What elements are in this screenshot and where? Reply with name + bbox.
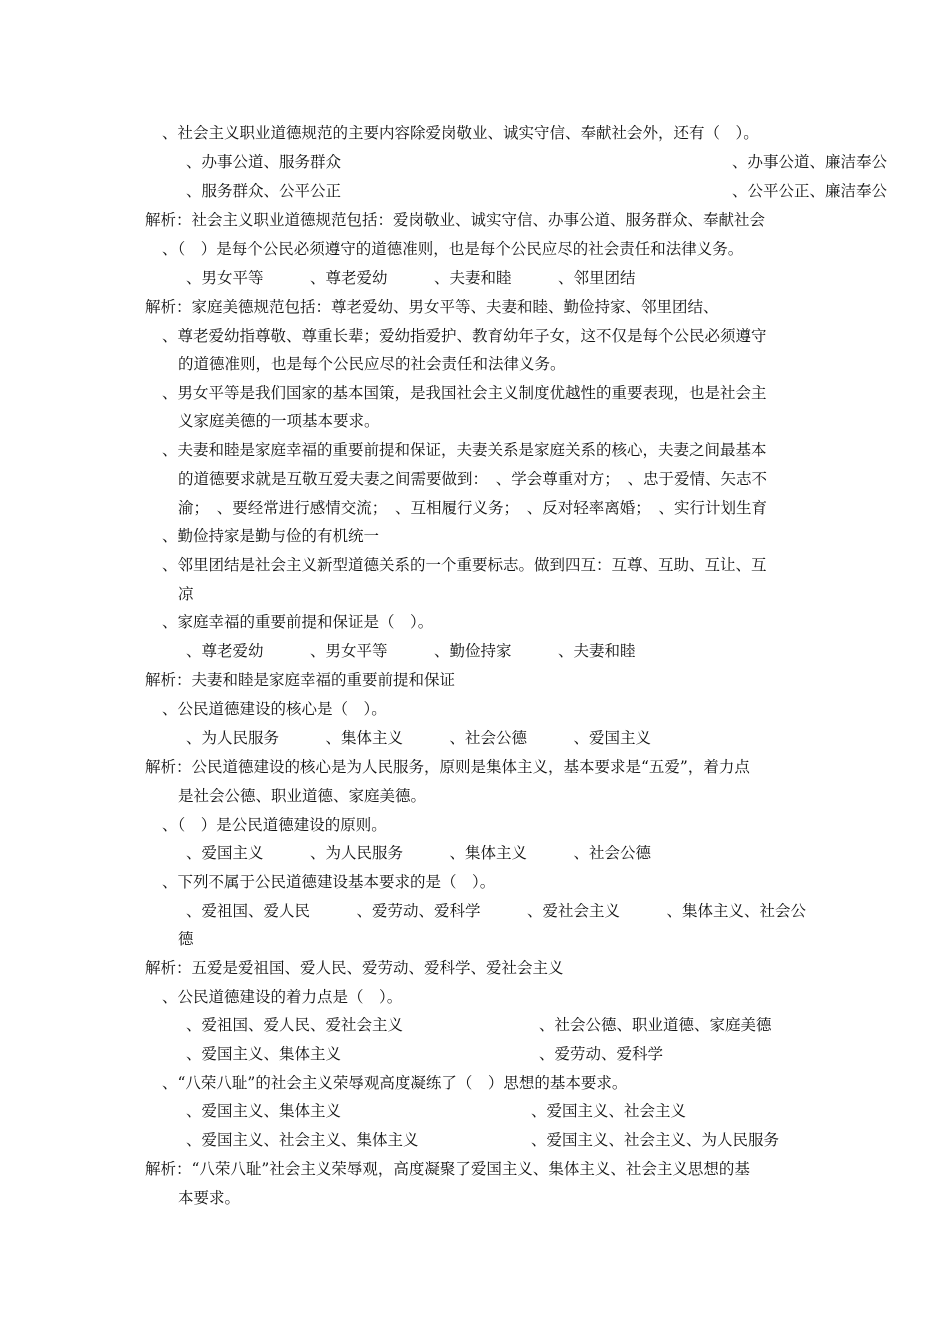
option-text: 、爱国主义、集体主义 [186,1102,342,1120]
analysis-text: 解析：公民道德建设的核心是为人民服务，原则是集体主义，基本要求是“五爱”，着力点 [145,758,750,776]
paragraph-text: 、尊老爱幼指尊敬、尊重长辈；爱幼指爱护、教育幼年子女，这不仅是每个公民必须遵守 [162,327,767,345]
analysis-text: 解析：五爱是爱祖国、爱人民、爱劳动、爱科学、爱社会主义 [145,959,564,977]
analysis-text: 解析：社会主义职业道德规范包括：爱岗敬业、诚实守信、办事公道、服务群众、奉献社会 [145,211,766,229]
option-text: 、爱国主义、集体主义 [186,1045,342,1063]
option-row [186,151,888,173]
question-text: 、（ ）是每个公民必须遵守的道德准则，也是每个公民应尽的社会责任和法律义务。 [162,240,744,258]
option-row [186,1043,664,1065]
paragraph-text: 、邻里团结是社会主义新型道德关系的一个重要标志。做到四互：互尊、互助、互让、互 [162,556,767,574]
question-text: 、社会主义职业道德规范的主要内容除爱岗敬业、诚实守信、奉献社会外，还有（ ）。 [162,124,759,142]
question-text: 、公民道德建设的着力点是（ ）。 [162,988,403,1006]
analysis-text: 解析：家庭美德规范包括：尊老爱幼、男女平等、夫妻和睦、勤俭持家、邻里团结、 [145,298,719,316]
option-text: 、公平公正、廉洁奉公 [732,182,888,200]
option-text: 、爱劳动、爱科学 [539,1045,664,1063]
option-text: 、办事公道、廉洁奉公 [732,153,888,171]
question-text: 、公民道德建设的核心是（ ）。 [162,700,387,718]
paragraph-text: 义家庭美德的一项基本要求。 [178,412,380,430]
option-row [186,1014,772,1036]
paragraph-text: 渝； 、要经常进行感情交流； 、互相履行义务； 、反对轻率离婚； 、实行计划生育 [178,499,768,517]
analysis-text: 是社会公德、职业道德、家庭美德。 [178,787,427,805]
paragraph-text: 、勤俭持家是勤与俭的有机统一 [162,527,380,545]
paragraph-text: 的道德准则，也是每个公民应尽的社会责任和法律义务。 [178,355,566,373]
question-text: 、（ ）是公民道德建设的原则。 [162,816,387,834]
option-row [186,1100,687,1122]
analysis-text: 解析：“八荣八耻”社会主义荣辱观，高度凝聚了爱国主义、集体主义、社会主义思想的基 [145,1160,750,1178]
option-row [186,180,888,202]
paragraph-text: 的道德要求就是互敬互爱夫妻之间需要做到： 、学会尊重对方； 、忠于爱情、矢志不 [178,470,768,488]
option-row: 、为人民服务 、集体主义 、社会公德 、爱国主义 [186,729,652,747]
paragraph-text: 凉 [178,585,194,603]
analysis-text: 本要求。 [178,1189,241,1207]
option-row: 、尊老爱幼 、男女平等 、勤俭持家 、夫妻和睦 [186,642,636,660]
option-row: 、爱祖国、爱人民 、爱劳动、爱科学 、爱社会主义 、集体主义、社会公 [186,902,807,920]
option-text: 、服务群众、公平公正 [186,182,342,200]
paragraph-text: 、夫妻和睦是家庭幸福的重要前提和保证，夫妻关系是家庭关系的核心，夫妻之间最基本 [162,441,767,459]
question-text: 、家庭幸福的重要前提和保证是（ ）。 [162,613,434,631]
option-text: 、爱祖国、爱人民、爱社会主义 [186,1016,404,1034]
option-row: 德 [178,930,194,948]
option-text: 、爱国主义、社会主义、集体主义 [186,1131,419,1149]
option-row [186,1129,780,1151]
question-text: 、下列不属于公民道德建设基本要求的是（ ）。 [162,873,496,891]
option-text: 、社会公德、职业道德、家庭美德 [539,1016,772,1034]
option-text: 、爱国主义、社会主义、为人民服务 [531,1131,780,1149]
question-text: 、“八荣八耻”的社会主义荣辱观高度凝练了（ ）思想的基本要求。 [162,1074,628,1092]
option-text: 、爱国主义、社会主义 [531,1102,687,1120]
option-text: 、办事公道、服务群众 [186,153,342,171]
option-row: 、爱国主义 、为人民服务 、集体主义 、社会公德 [186,844,652,862]
paragraph-text: 、男女平等是我们国家的基本国策，是我国社会主义制度优越性的重要表现，也是社会主 [162,384,767,402]
analysis-text: 解析：夫妻和睦是家庭幸福的重要前提和保证 [145,671,456,689]
option-row: 、男女平等 、尊老爱幼 、夫妻和睦 、邻里团结 [186,269,636,287]
